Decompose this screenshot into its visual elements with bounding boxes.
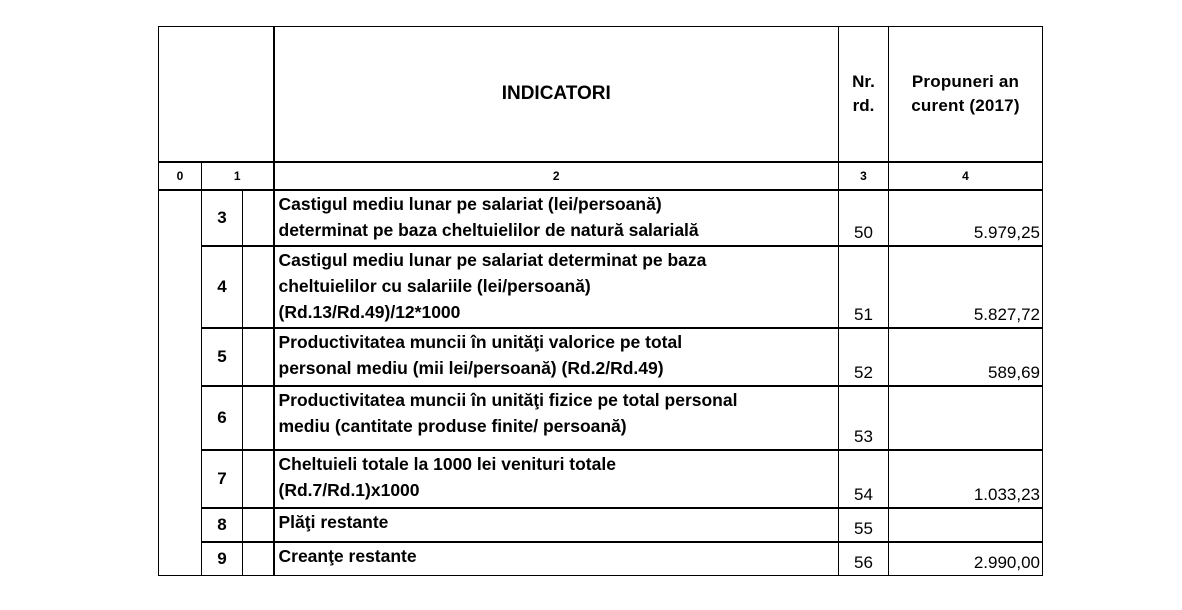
row-nr: 50 [839, 190, 889, 246]
row-description [274, 450, 839, 508]
spacer-cell [243, 190, 274, 246]
desc-line: personal mediu (mii lei/persoană) (Rd.2/Rd.49) [278, 358, 664, 378]
header-corner-cell [159, 27, 274, 163]
spacer-cell [243, 328, 274, 386]
table-row [159, 508, 1043, 542]
desc-line: Castigul mediu lunar pe salariat determinat pe baza [278, 250, 707, 270]
indicators-table-sheet [158, 26, 1042, 572]
header-nr-line1: Nr. [852, 72, 875, 91]
desc-line: Productivitatea muncii în unităţi valorice pe total [278, 332, 683, 352]
row-number: 7 [202, 450, 243, 508]
row-value [889, 508, 1043, 542]
header-prop-line2: curent (2017) [911, 96, 1020, 115]
row-description [274, 386, 839, 450]
column-number-3: 3 [839, 162, 889, 190]
row-value: 5.979,25 [889, 190, 1043, 246]
spacer-cell [243, 386, 274, 450]
column-number-4: 4 [889, 162, 1043, 190]
row-value: 1.033,23 [889, 450, 1043, 508]
header-nr-line2: rd. [852, 96, 875, 115]
row-nr: 53 [839, 386, 889, 450]
column-number-2: 2 [274, 162, 839, 190]
row-number: 6 [202, 386, 243, 450]
desc-line: Creanţe restante [278, 546, 417, 566]
header-prop-line1: Propuneri an [911, 72, 1020, 91]
row-value: 2.990,00 [889, 542, 1043, 576]
table-row [159, 450, 1043, 508]
spacer-cell [243, 246, 274, 328]
row-number: 9 [202, 542, 243, 576]
table-row [159, 386, 1043, 450]
row-nr: 55 [839, 508, 889, 542]
blank-column-0 [159, 190, 202, 576]
row-nr: 54 [839, 450, 889, 508]
spacer-cell [243, 542, 274, 576]
desc-line: Productivitatea muncii în unităţi fizice pe total personal [278, 390, 738, 410]
desc-line: (Rd.7/Rd.1)x1000 [278, 480, 420, 500]
spacer-cell [243, 508, 274, 542]
desc-line: Cheltuieli totale la 1000 lei venituri totale [278, 454, 616, 474]
table-row [159, 246, 1043, 328]
desc-line: determinat pe baza cheltuielilor de natură salarială [278, 220, 699, 240]
desc-line: Castigul mediu lunar pe salariat (lei/persoană) [278, 194, 662, 214]
desc-line: Plăţi restante [278, 512, 389, 532]
spacer-cell [243, 450, 274, 508]
row-nr: 56 [839, 542, 889, 576]
column-number-0: 0 [159, 162, 202, 190]
desc-line: cheltuielilor cu salariile (lei/persoană) [278, 276, 591, 296]
column-number-1: 1 [202, 162, 274, 190]
row-nr: 52 [839, 328, 889, 386]
row-description [274, 508, 839, 542]
row-number: 5 [202, 328, 243, 386]
column-number-row [159, 162, 1043, 190]
table-row [159, 328, 1043, 386]
row-description [274, 190, 839, 246]
header-row [159, 27, 1043, 163]
row-number: 3 [202, 190, 243, 246]
header-indicatori: INDICATORI [274, 27, 839, 163]
desc-line: (Rd.13/Rd.49)/12*1000 [278, 302, 461, 322]
row-value: 589,69 [889, 328, 1043, 386]
row-value: 5.827,72 [889, 246, 1043, 328]
header-propuneri [889, 27, 1043, 163]
row-number: 8 [202, 508, 243, 542]
desc-line: mediu (cantitate produse finite/ persoană) [278, 416, 627, 436]
table-row [159, 190, 1043, 246]
row-description [274, 328, 839, 386]
row-description [274, 246, 839, 328]
row-value [889, 386, 1043, 450]
indicators-table [158, 26, 1043, 576]
header-nr-rd [839, 27, 889, 163]
row-nr: 51 [839, 246, 889, 328]
table-row [159, 542, 1043, 576]
row-number: 4 [202, 246, 243, 328]
row-description [274, 542, 839, 576]
